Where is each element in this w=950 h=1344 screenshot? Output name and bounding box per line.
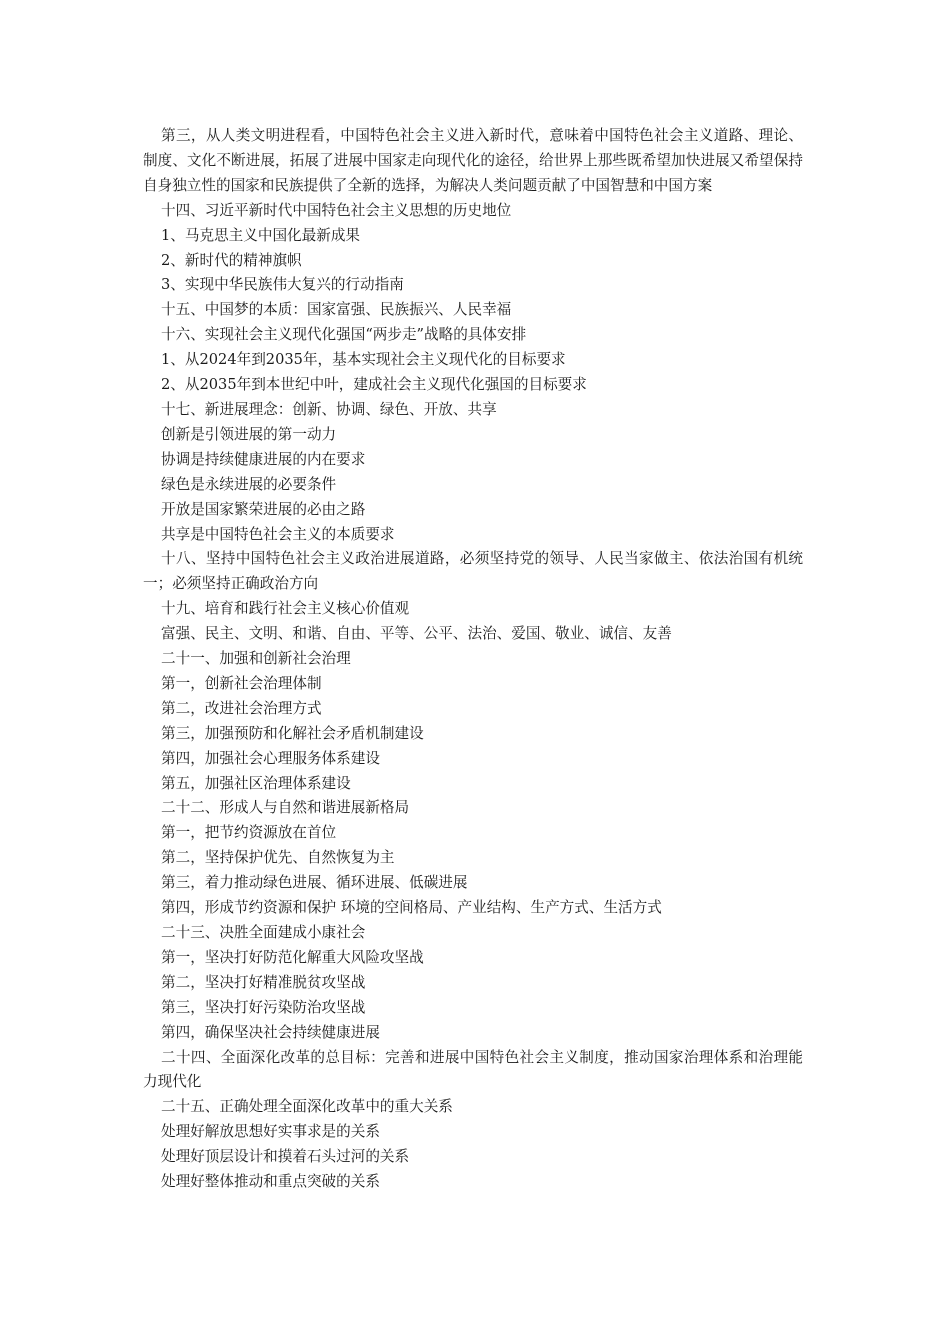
list-item: 第三，加强预防和化解社会矛盾机制建设 <box>161 724 424 742</box>
list-item: 绿色是永续进展的必要条件 <box>161 475 337 493</box>
list-item: 创新是引领进展的第一动力 <box>161 425 337 443</box>
list-item: 第二，坚决打好精准脱贫攻坚战 <box>161 973 366 991</box>
list-item: 开放是国家繁荣进展的必由之路 <box>161 500 366 518</box>
section-heading: 二十五、正确处理全面深化改革中的重大关系 <box>161 1098 453 1116</box>
list-item: 第一，把节约资源放在首位 <box>161 824 337 842</box>
list-item: 1、马克思主义中国化最新成果 <box>161 226 361 244</box>
section-heading: 二十一、加强和创新社会治理 <box>161 650 351 668</box>
paragraph: 第三，从人类文明进程看，中国特色社会主义进入新时代，意味着中国特色社会主义道路、理论、制度、文化不断进展，拓展了进展中国家走向现代化的途径，给世界上那些既希望加快进展又希望保持自身独立性的国家和民族提供了全新的选择，为解决人类问题贡献了中国智慧和中国方案 <box>143 127 803 194</box>
section-heading: 十五、中国梦的本质：国家富强、民族振兴、人民幸福 <box>161 301 512 319</box>
list-item: 协调是持续健康进展的内在要求 <box>161 450 366 468</box>
list-item: 第一，创新社会治理体制 <box>161 674 322 692</box>
section-heading: 十八、坚持中国特色社会主义政治进展道路，必须坚持党的领导、人民当家做主、依法治国有机统一；必须坚持正确政治方向 <box>143 550 803 593</box>
list-item: 富强、民主、文明、和谐、自由、平等、公平、法治、爱国、敬业、诚信、友善 <box>161 625 672 643</box>
document-page <box>143 124 803 1195</box>
list-item: 第四，加强社会心理服务体系建设 <box>161 749 380 767</box>
section-heading: 二十三、决胜全面建成小康社会 <box>161 924 366 941</box>
list-item: 2、从2035年到本世纪中叶，建成社会主义现代化强国的目标要求 <box>161 376 587 394</box>
list-item: 第二，改进社会治理方式 <box>161 699 322 717</box>
section-heading: 二十二、形成人与自然和谐进展新格局 <box>161 799 410 817</box>
list-item: 第五，加强社区治理体系建设 <box>161 774 351 792</box>
list-item: 3、实现中华民族伟大复兴的行动指南 <box>161 276 404 294</box>
list-item: 处理好整体推动和重点突破的关系 <box>161 1173 380 1191</box>
section-heading: 十七、新进展理念：创新、协调、绿色、开放、共享 <box>161 400 497 418</box>
section-heading: 十四、习近平新时代中国特色社会主义思想的历史地位 <box>161 201 512 219</box>
list-item: 第一，坚决打好防范化解重大风险攻坚战 <box>161 948 424 966</box>
section-heading: 十六、实现社会主义现代化强国“两步走”战略的具体安排 <box>161 326 527 344</box>
list-item: 1、从2024年到2035年，基本实现社会主义现代化的目标要求 <box>161 351 566 369</box>
list-item: 处理好顶层设计和摸着石头过河的关系 <box>161 1148 410 1166</box>
section-heading: 十九、培育和践行社会主义核心价值观 <box>161 600 410 618</box>
list-item: 共享是中国特色社会主义的本质要求 <box>161 525 395 543</box>
list-item: 第三，着力推动绿色进展、循环进展、低碳进展 <box>161 874 468 892</box>
list-item: 第四，确保坚决社会持续健康进展 <box>161 1023 380 1041</box>
section-heading: 二十四、全面深化改革的总目标：完善和进展中国特色社会主义制度，推动国家治理体系和治理能力现代化 <box>143 1048 803 1091</box>
list-item: 第二，坚持保护优先、自然恢复为主 <box>161 849 395 867</box>
list-item: 2、新时代的精神旗帜 <box>161 251 302 269</box>
list-item: 第三，坚决打好污染防治攻坚战 <box>161 998 366 1016</box>
list-item: 第四，形成节约资源和保护 环境的空间格局、产业结构、生产方式、生活方式 <box>161 899 662 917</box>
list-item: 处理好解放思想好实事求是的关系 <box>161 1123 380 1141</box>
